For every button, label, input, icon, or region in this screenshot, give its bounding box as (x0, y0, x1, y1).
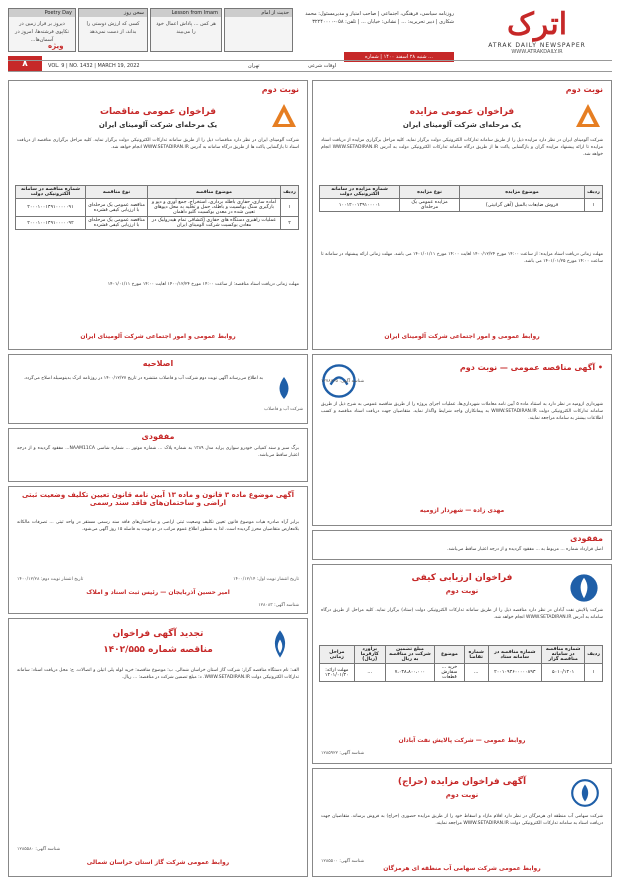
col-header: موضوع مزایده (460, 186, 585, 199)
table-cell: ۲۰۰۰۱۰۰۱۴۹۱۰۰۰۰۰۹۱ (16, 199, 86, 217)
table-header-row (320, 646, 603, 664)
prayer-times-city: تهران (248, 63, 260, 69)
auction-table (319, 185, 603, 212)
info-box-hadith (224, 8, 293, 52)
ad-title: مفقودی (141, 432, 175, 441)
ad-id: شناسه آگهی: ۱۲۸۵۵۰۰ (321, 859, 365, 864)
ad-body-text: شهرداری ازومیه در نظر دارد به استناد ماده ۵ آیین نامه معاملات شهرداری‌ها، عملیات اجرای پروژه را از طریق مناقصه عمومی به شرح ذیل از طریق سامانه تدارکات الکترونیکی دولت WWW.SETADIRAN.IR به پیمانکاران واجد شرایط واگذار نماید. متقاضیان جهت دریافت اسناد مناقصه و کسب اطلاعات بیشتر به سامانه مراجعه نمایند. (321, 402, 604, 421)
table-cell: آماده سازی، حفاری باطله برداری، استخراج، جمع آوری و دپو و بارگیری سنگ بوکسیت و باطله، حمل و تخلیه به محل دپوهای تعیین شده در معدن بوکسیت گلبو داهمان (148, 199, 281, 217)
table-header-row (320, 186, 603, 199)
ad-title: فراخوان ارزیابی کیفی (411, 573, 513, 583)
ad-footer: امیر حسین آذربایجان — رئیس ثبت اسناد و املاک (86, 589, 230, 596)
logo-title: اترک (506, 7, 568, 42)
info-box-quote (78, 8, 148, 52)
ad-body-text: شرکت پالایش نفت آبادان در نظر دارد مناقصه ذیل را از طریق سامانه تدارکات الکترونیکی دولت (ستاد) برگزار نماید. کلیه مراحل از طریق درگاه سامانه به آدرس WWW.SETADIRAN.IR انجام خواهد شد. (321, 608, 603, 620)
col-header: شماره مناقصه در سامانه الکترونیکی دولت (16, 186, 86, 199)
alumina-logo-icon (573, 101, 603, 131)
table-row (320, 664, 603, 682)
ad-details-text: مهلت زمانی دریافت اسناد مزایده: از ساعت ۱۴:۰۰ مورخ ۱۴۰۰/۱۲/۲۴ لغایت ۱۴:۰۰ مورخ ۱۴۰۱/۰۱/۱۱ می باشد. مهلت زمانی ارائه پیشنهاد در سامانه تا ساعت ۱۴:۰۰ مورخ ۱۴۰۱/۰۱/۲۵ می باشد. (321, 252, 603, 264)
tender-table (15, 185, 299, 230)
water-authority-logo-icon (569, 777, 601, 809)
col-header: شماره مناقصه در سامانه ستاد (488, 646, 541, 664)
ad-title: فراخوان عمومی مزایده (409, 107, 515, 117)
publication-info: روزنامه سیاسی، فرهنگی، اجتماعی | صاحب امتیاز و مدیرمسئول: محمد شکاری | دبیر تحریریه: ... | نشانی: خیابان ... | تلفن: ۰۵۸-۳۲۲۴۰۰۰۰ (305, 11, 454, 25)
col-header: موضوع مناقصه (148, 186, 281, 199)
table-row (320, 199, 603, 212)
ad-lost-contract[interactable] (312, 530, 612, 560)
ad-subtitle: مناقصه شماره ۱۴۰۲/۵۵۵ (103, 645, 213, 655)
table-cell: ۲ (281, 217, 299, 230)
ad-body-text: به اطلاع می‌رساند آگهی نوبت دوم شرکت آب و فاضلاب منتشره در تاریخ ۱۴۰۰/۱۲/۲۷ در روزنامه اترک بدینوسیله اصلاح می‌گردد. (23, 376, 263, 381)
table-cell: ۱ (585, 664, 603, 682)
ad-title: • آگهی مناقصه عمومی — نوبت دوم (459, 363, 603, 372)
logo-subtitle: ATRAK DAILY NEWSPAPER (488, 42, 586, 49)
ad-subtitle: یک مرحله‌ای شرکت آلومینای ایران (402, 121, 522, 129)
publish-date-first: تاریخ انتشار نوبت اول: ۱۴۰۰/۱۲/۱۴ (233, 577, 299, 582)
table-cell: ... (354, 664, 385, 682)
table-row (16, 217, 299, 230)
ad-round-tag: نوبت دوم (565, 85, 603, 94)
publish-date-second: تاریخ انتشار نوبت دوم: ۱۴۰۰/۱۲/۲۸ (17, 577, 84, 582)
info-box-lesson (150, 8, 222, 52)
ad-body-text: برگ سبز و سند کمپانی خودرو سواری پراید مدل ۱۳۸۹ به شماره پلاک ... شماره موتور ... شماره شاسی NAAM11CA... مفقود گردیده و از درجه اعتبار ساقط می‌باشد. (17, 446, 299, 458)
ad-body-text: اصل قرارداد شماره ... مربوط به ... مفقود گردیده و از درجه اعتبار ساقط می‌باشد. (447, 547, 603, 552)
table-row (16, 199, 299, 217)
ad-body-text: برابر آراء صادره هیات موضوع قانون تعیین تکلیف وضعیت ثبتی اراضی و ساختمان‌های فاقد سند رسمی مستقر در واحد ثبتی ... تصرفات مالکانه بلامعارض متقاضیان محرز گردیده است. لذا به منظور اطلاع عموم مراتب در دو نوبت به فاصله ۱۵ روز آگهی می‌شود. (17, 520, 299, 532)
ad-footer: مهدی زاده — شهردار ازومیه (419, 507, 505, 514)
ad-subtitle: نوبت دوم (445, 791, 479, 799)
info-box-title: حدیث از امام (225, 9, 292, 17)
date-english: VOL. 9 | NO. 1432 | MARCH 19, 2022 (48, 63, 140, 69)
water-company-logo-icon (269, 373, 299, 403)
table-cell: ۵۰۱۰/۱۴۰۱ (542, 664, 585, 682)
info-box-title: Lesson from Imam (151, 9, 221, 17)
col-header: ردیف (585, 186, 603, 199)
ad-alumina-tender[interactable] (8, 80, 308, 350)
gas-company-logo-icon (263, 627, 297, 661)
ad-subtitle: نوبت دوم (445, 587, 479, 595)
table-cell: ... (464, 664, 488, 682)
col-header: مبلغ تضمین شرکت در مناقصه به ریال (385, 646, 434, 664)
ad-alumina-auction[interactable] (312, 80, 612, 350)
info-box-title: Poetry Day (9, 9, 75, 17)
col-header: موضوع (435, 646, 465, 664)
table-cell: ۱۰۰۱۲۰۰۱۴۹۱۰۰۰۰۱ (320, 199, 400, 212)
info-box-text: کسی که ارزش دوستی را بداند، از دست نمی‌دهد (86, 21, 140, 35)
info-box-text: دیروز بر فراز زمین در تکاپوی فرشته‌ها، امروز در آسمان‌ها... (15, 21, 69, 43)
col-header: شماره مناقصه در سامانه مناقصه گزار (542, 646, 585, 664)
table-cell: مهلت ارائه: ۱۴۰۱/۰۱/۲۰ (320, 664, 355, 682)
table-cell: عملیات راهبری دستگاه های حفاری اکتشافی تمام هیدرولیک در معادن بوکسیت شرکت آلومینای ایران (148, 217, 281, 230)
info-box-text: هر کس ... پاداش اعمال خود را می‌بیند (156, 21, 216, 35)
ad-body-text: شرکت سهامی آب منطقه ای هرمزگان در نظر دارد اقلام مازاد و اسقاط خود را از طریق مزایده حضوری (حراج) به فروش برساند. متقاضیان جهت دریافت اسناد به سامانه تدارکات الکترونیکی دولت WWW.SETADIRAN.IR مراجعه نمایند. (321, 814, 603, 826)
table-cell: ۱ (585, 199, 603, 212)
ad-round-tag: نوبت دوم (261, 85, 299, 94)
table-cell: ۲۰۰۰۱۰۰۱۴۹۱۰۰۰۰۰۹۲ (16, 217, 86, 230)
ad-footer: روابط عمومی شرکت سهامی آب منطقه ای هرمزگان (383, 865, 541, 872)
refinery-logo-icon (567, 571, 601, 605)
ad-title: اصلاحیه (142, 359, 174, 368)
logo-url[interactable]: WWW.ATRAKDAILY.IR (511, 49, 563, 55)
table-cell: مناقصه عمومی یک مرحله‌ای با ارزیابی کیفی فشرده (86, 199, 148, 217)
table-cell: ۲۰۰۱۰۹۳۶۰۰۰۰۰۸۹۳ (488, 664, 541, 682)
col-header: ردیف (585, 646, 603, 664)
ad-body-text: شرکت آلومینای ایران در نظر دارد مناقصات ذیل را از طریق سامانه تدارکات الکترونیکی دولت برگزار نماید. کلیه مراحل برگزاری مناقصه از دریافت اسناد تا بازگشایی پاکت ها از طریق درگاه سامانه به آدرس WWW.SETADIRAN.IR انجام خواهد شد. (17, 138, 299, 150)
col-header: مراحل زمانی (320, 646, 355, 664)
table-cell: خرید ... سفارش قطعات (435, 664, 465, 682)
col-header: برآورد کارفرما (ریال) (354, 646, 385, 664)
ad-footer: روابط عمومی و امور اجتماعی شرکت آلومینای ایران (80, 333, 236, 340)
page-label: ویژه (48, 42, 64, 50)
ad-title: تجدید آگهی فراخوان (112, 629, 204, 639)
ad-land-registry[interactable] (8, 486, 308, 614)
col-header: شماره مزایده در سامانه الکترونیکی دولت (320, 186, 400, 199)
col-header: شماره تقاضا (464, 646, 488, 664)
ad-title: آگهی موضوع ماده ۳ قانون و ماده ۱۳ آیین نامه قانون تعیین تکلیف وضعیت ثبتی اراضی و ساختمان‌های فاقد سند رسمی (21, 491, 295, 507)
col-header: نوع مناقصه (86, 186, 148, 199)
ad-org: شرکت آب و فاضلاب (263, 407, 303, 412)
ad-footer: روابط عمومی — شرکت پالایش نفت آبادان (398, 737, 526, 744)
page-number-value: ۸ (22, 59, 28, 69)
ad-subtitle: یک مرحله‌ای شرکت آلومینای ایران (98, 121, 218, 129)
info-box-title: سخن روز (79, 9, 147, 17)
ad-id: شناسه آگهی: ۱۲۸۵۵۸۰ (17, 847, 61, 852)
ad-id: شناسه آگهی: ۱۲۸۵۹۲۲ (321, 751, 365, 756)
evaluation-table (319, 645, 603, 682)
ad-lost-document[interactable] (8, 428, 308, 482)
ad-title: فراخوان عمومی مناقصات (99, 107, 217, 117)
ad-body-text: شرکت آلومینای ایران در نظر دارد مزایده ذیل را از طریق سامانه تدارکات الکترونیکی دولت برگزار نماید. کلیه مراحل برگزاری مزایده از دریافت اسناد مزایده تا ارائه پیشنهاد مزایده گران و بازگشایی پاکت ها از طریق درگاه سامانه تدارکات الکترونیکی دولت به آدرس WWW.SETADIRAN.IR انجام خواهد شد. (321, 138, 603, 157)
ad-footer: روابط عمومی شرکت گاز استان خراسان شمالی (86, 859, 230, 866)
masthead (8, 8, 612, 76)
ad-gas-tender[interactable] (8, 618, 308, 877)
col-header: ردیف (281, 186, 299, 199)
ad-abadan-evaluation[interactable] (312, 564, 612, 764)
col-header: نوع مزایده (400, 186, 460, 199)
ad-hormozgan-auction[interactable] (312, 768, 612, 877)
alumina-logo-icon (269, 101, 299, 131)
table-cell: ۷،۰۳۸،۸۰۰،۰۰۰ (385, 664, 434, 682)
ad-title: آگهی فراخوان مزایده (حراج) (397, 777, 527, 787)
table-cell: ۱ (281, 199, 299, 217)
ad-footer: روابط عمومی و امور اجتماعی شرکت آلومینای ایران (384, 333, 540, 340)
table-cell: فروش ضایعات بالمیل (آهن گرانیتی) (460, 199, 585, 212)
ad-details-text: مهلت زمانی دریافت اسناد مناقصه: از ساعت ۱۴:۰۰ مورخ ۱۴۰۰/۱۲/۲۴ لغایت ۱۴:۰۰ مورخ ۱۴۰۱/۰۱/۱۱ (107, 282, 299, 287)
info-box-poetry (8, 8, 76, 52)
ad-body-text: الف: نام دستگاه مناقصه گزار: شرکت گاز استان خراسان شمالی. ب: موضوع مناقصه: خرید لوله پلی اتیلن و اتصالات. ج: محل دریافت اسناد: سامانه تدارکات الکترونیکی دولت WWW.SETADIRAN.IR. د: مبلغ تضمین شرکت در مناقصه: ... ریال. (17, 668, 299, 680)
ad-urmia-tender[interactable] (312, 354, 612, 526)
table-header-row (16, 186, 299, 199)
ad-id: شناسه آگهی: ۱۲۸۰۸۳ (258, 603, 299, 608)
table-cell: مزایده عمومی یک مرحله‌ای (400, 199, 460, 212)
date-badge: شنبه ۲۸ اسفند ۱۴۰۰ | شماره ... (344, 52, 454, 62)
ad-id: شناسه آگهی: ۱۲۷۸۷۶۵ (321, 379, 365, 384)
table-cell: مناقصه عمومی یک مرحله‌ای با ارزیابی کیفی فشرده (86, 217, 148, 230)
prayer-times-label: اوقات شرعی (308, 63, 337, 69)
ad-title: مفقودی (570, 534, 603, 543)
ad-correction[interactable] (8, 354, 308, 424)
